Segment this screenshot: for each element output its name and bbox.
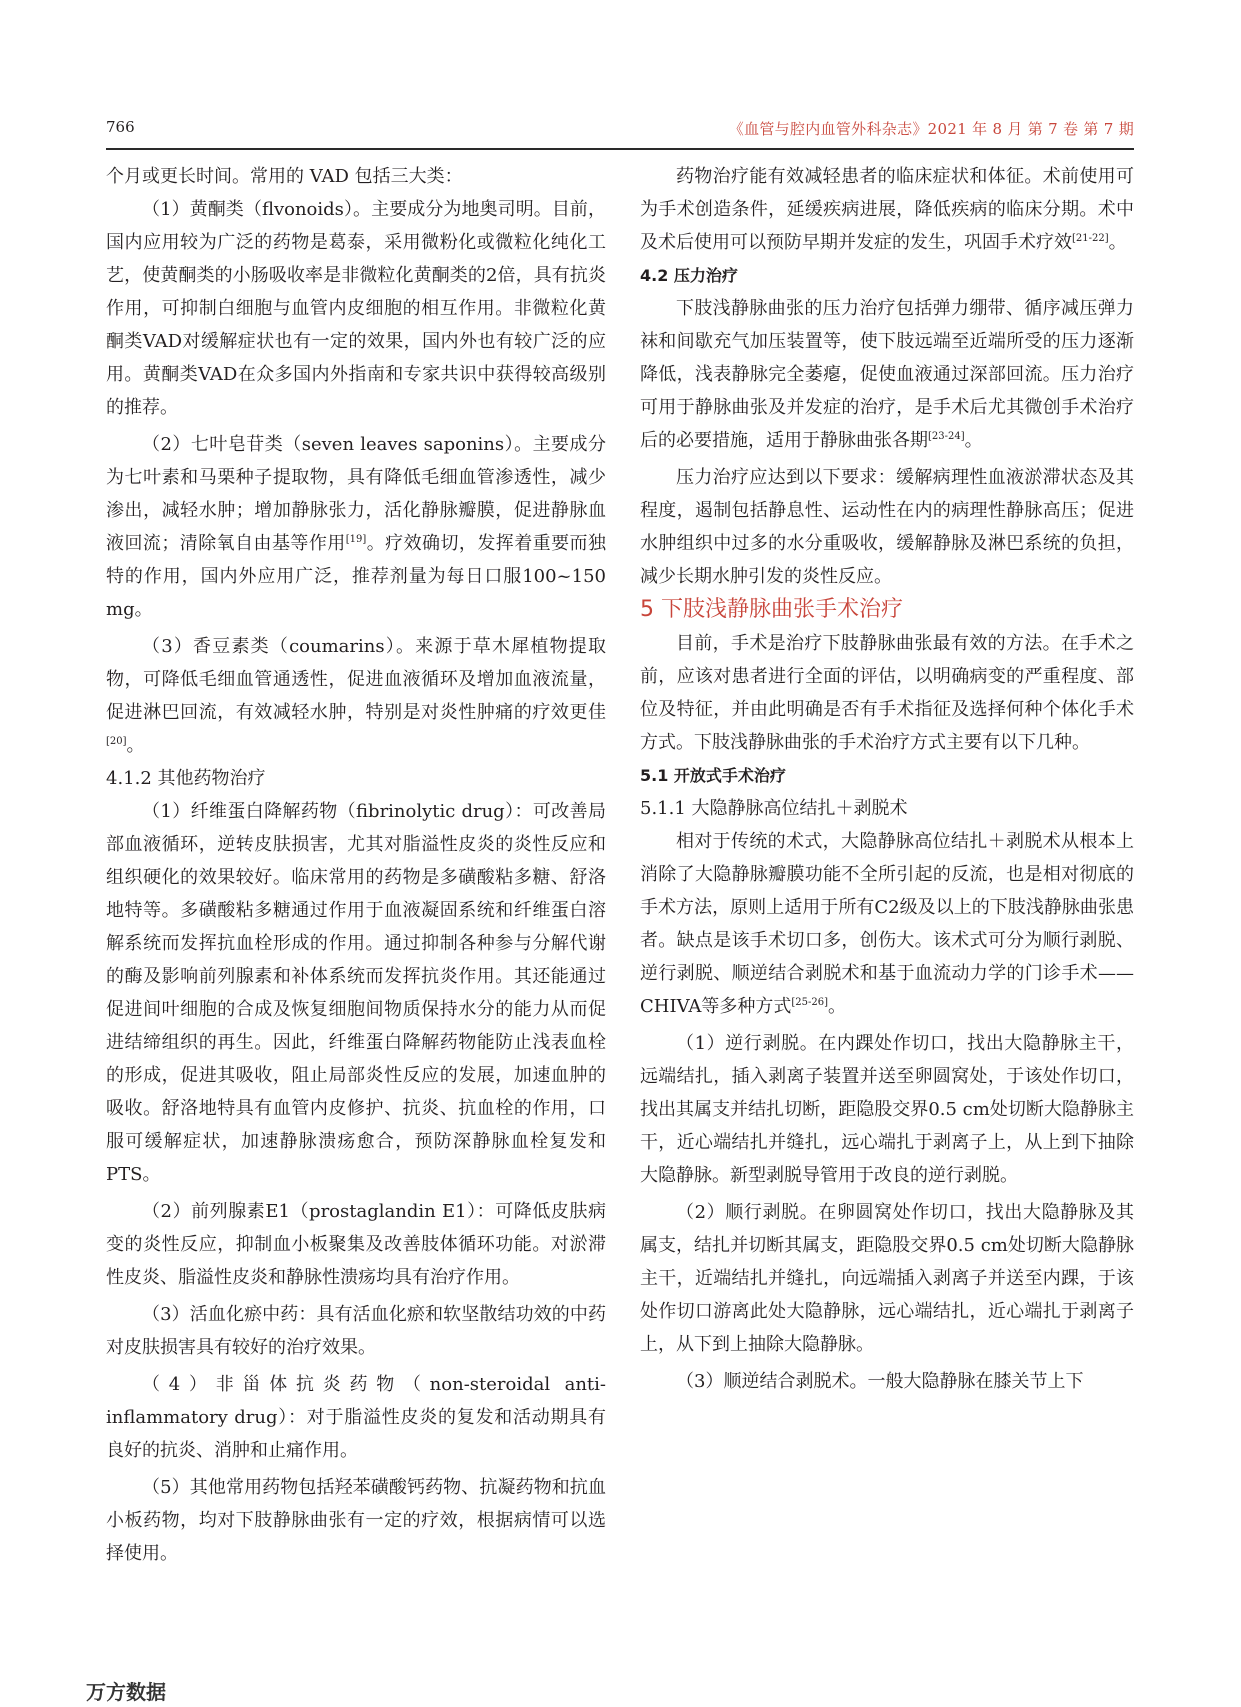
paragraph bbox=[640, 825, 1134, 1023]
subsection-heading: 4.1.2 其他药物治疗 bbox=[106, 768, 266, 789]
paragraph: 目前，手术是治疗下肢静脉曲张最有效的方法。在手术之前，应该对患者进行全面的评估，以明确病变的严重程度、部位及特征，并由此明确是否有手术指征及选择何种个体化手术方式。下肢浅静脉曲张的手术治疗方式主要有以下几种。 bbox=[640, 633, 1134, 753]
citation: [21-22] bbox=[1072, 233, 1109, 244]
subsection-heading: 4.2 压力治疗 bbox=[640, 266, 738, 285]
header-rule bbox=[106, 148, 1134, 150]
paragraph: （1）逆行剥脱。在内踝处作切口，找出大隐静脉主干，远端结扎，插入剥离子装置并送至卵圆窝处，于该处作切口，找出其属支并结扎切断，距隐股交界0.5 cm处切断大隐静脉主干，近心端结扎并缝扎，远心端扎于剥离子上，从上到下抽除大隐静脉。新型剥脱导管用于改良的逆行剥脱。 bbox=[640, 1033, 1134, 1186]
paragraph bbox=[106, 630, 606, 762]
paragraph: （4）非甾体抗炎药物（non-steroidal anti-inflammatory drug）：对于脂溢性皮炎的复发和活动期具有良好的抗炎、消肿和止痛作用。 bbox=[106, 1374, 606, 1461]
database-watermark: 万方数据 bbox=[86, 1680, 166, 1704]
paragraph bbox=[106, 428, 606, 626]
paragraph-text: 。 bbox=[828, 996, 846, 1017]
citation: [20] bbox=[106, 736, 127, 747]
paragraph-text: 下肢浅静脉曲张的压力治疗包括弹力绷带、循序减压弹力袜和间歇充气加压装置等，使下肢远端至近端所受的压力逐渐降低，浅表静脉完全萎瘪，促使血液通过深部回流。压力治疗可用于静脉曲张及并发症的治疗，是手术后尤其微创手术治疗后的必要措施，适用于静脉曲张各期 bbox=[640, 298, 1134, 451]
paragraph: （3）顺逆结合剥脱术。一般大隐静脉在膝关节上下 bbox=[676, 1371, 1084, 1392]
paragraph-text: （3）香豆素类（coumarins）。来源于草木犀植物提取物，可降低毛细血管通透性，促进血液循环及增加血液流量，促进淋巴回流，有效减轻水肿，特别是对炎性肿痛的疗效更佳 bbox=[106, 636, 606, 723]
paragraph-text: 。 bbox=[126, 735, 145, 756]
left-column bbox=[106, 160, 606, 1570]
section-heading: 5 下肢浅静脉曲张手术治疗 bbox=[640, 597, 903, 622]
paragraph: （1）黄酮类（flvonoids）。主要成分为地奥司明。目前，国内应用较为广泛的药物是葛泰，采用微粉化或微粒化纯化工艺，使黄酮类的小肠吸收率是非微粒化黄酮类的2倍，具有抗炎作用，可抑制白细胞与血管内皮细胞的相互作用。非微粒化黄酮类VAD对缓解症状也有一定的效果，国内外也有较广泛的应用。黄酮类VAD在众多国内外指南和专家共识中获得较高级别的推荐。 bbox=[106, 199, 606, 418]
paragraph: （2）顺行剥脱。在卵圆窝处作切口，找出大隐静脉及其属支，结扎并切断其属支，距隐股交界0.5 cm处切断大隐静脉主干，近端结扎并缝扎，向远端插入剥离子并送至内踝，于该处作切口游离此处大隐静脉，远心端结扎，近心端扎于剥离子上，从下到上抽除大隐静脉。 bbox=[640, 1202, 1134, 1355]
subsubsection-heading: 5.1.1 大隐静脉高位结扎＋剥脱术 bbox=[640, 798, 908, 819]
citation: [25-26] bbox=[791, 997, 828, 1008]
paragraph: （5）其他常用药物包括羟苯磺酸钙药物、抗凝药物和抗血小板药物，均对下肢静脉曲张有一定的疗效，根据病情可以选择使用。 bbox=[106, 1477, 606, 1564]
subsection-heading: 5.1 开放式手术治疗 bbox=[640, 766, 786, 785]
paragraph-text: 。 bbox=[1108, 232, 1127, 253]
paragraph: （1）纤维蛋白降解药物（fibrinolytic drug）：可改善局部血液循环，逆转皮肤损害，尤其对脂溢性皮炎的炎性反应和组织硬化的效果较好。临床常用的药物是多磺酸粘多糖、舒洛地特等。多磺酸粘多糖通过作用于血液凝固系统和纤维蛋白溶解系统而发挥抗血栓形成的作用。通过抑制各种参与分解代谢的酶及影响前列腺素和补体系统而发挥抗炎作用。其还能通过促进间叶细胞的合成及恢复细胞间物质保持水分的能力从而促进结缔组织的再生。因此，纤维蛋白降解药物能防止浅表血栓的形成，促进其吸收，阻止局部炎性反应的发展，加速血肿的吸收。舒洛地特具有血管内皮修护、抗炎、抗血栓的作用，口服可缓解症状，加速静脉溃疡愈合，预防深静脉血栓复发和PTS。 bbox=[106, 801, 606, 1185]
paragraph-text: 。 bbox=[964, 430, 983, 451]
page-number: 766 bbox=[106, 118, 135, 136]
paragraph-text: 相对于传统的术式，大隐静脉高位结扎＋剥脱术从根本上消除了大隐静脉瓣膜功能不全所引起的反流，也是相对彻底的手术方法，原则上适用于所有C2级及以上的下肢浅静脉曲张患者。缺点是该手术切口多，创伤大。该术式可分为顺行剥脱、逆行剥脱、顺逆结合剥脱术和基于血流动力学的门诊手术——CHIVA等多种方式 bbox=[640, 831, 1134, 1017]
paragraph bbox=[640, 292, 1134, 457]
citation: [23-24] bbox=[928, 431, 965, 442]
paragraph: （2）前列腺素E1（prostaglandin E1）：可降低皮肤病变的炎性反应，抑制血小板聚集及改善肢体循环功能。对淤滞性皮炎、脂溢性皮炎和静脉性溃疡均具有治疗作用。 bbox=[106, 1201, 606, 1288]
paragraph bbox=[640, 160, 1134, 259]
paragraph: 压力治疗应达到以下要求：缓解病理性血液淤滞状态及其程度，遏制包括静息性、运动性在内的病理性静脉高压；促进水肿组织中过多的水分重吸收，缓解静脉及淋巴系统的负担，减少长期水肿引发的炎性反应。 bbox=[640, 467, 1134, 587]
paragraph: （3）活血化瘀中药：具有活血化瘀和软坚散结功效的中药对皮肤损害具有较好的治疗效果。 bbox=[106, 1304, 606, 1358]
citation: [19] bbox=[345, 534, 367, 545]
paragraph-text: 。疗效确切，发挥着重要而独特的作用，国内外应用广泛，推荐剂量为每日口服100~150 mg。 bbox=[106, 533, 606, 620]
page-header bbox=[106, 118, 1134, 148]
paragraph-text: （2）七叶皂苷类（seven leaves saponins）。主要成分为七叶素和马栗种子提取物，具有降低毛细血管渗透性，减少渗出，减轻水肿；增加静脉张力，活化静脉瓣膜，促进静脉血液回流；清除氧自由基等作用 bbox=[106, 434, 606, 554]
right-column bbox=[640, 160, 1134, 1398]
journal-running-title: 《血管与腔内血管外科杂志》2021 年 8 月 第 7 卷 第 7 期 bbox=[728, 120, 1134, 138]
paragraph: 个月或更长时间。常用的 VAD 包括三大类： bbox=[106, 166, 463, 187]
paragraph-text: 药物治疗能有效减轻患者的临床症状和体征。术前使用可为手术创造条件，延缓疾病进展，降低疾病的临床分期。术中及术后使用可以预防早期并发症的发生，巩固手术疗效 bbox=[640, 166, 1134, 253]
